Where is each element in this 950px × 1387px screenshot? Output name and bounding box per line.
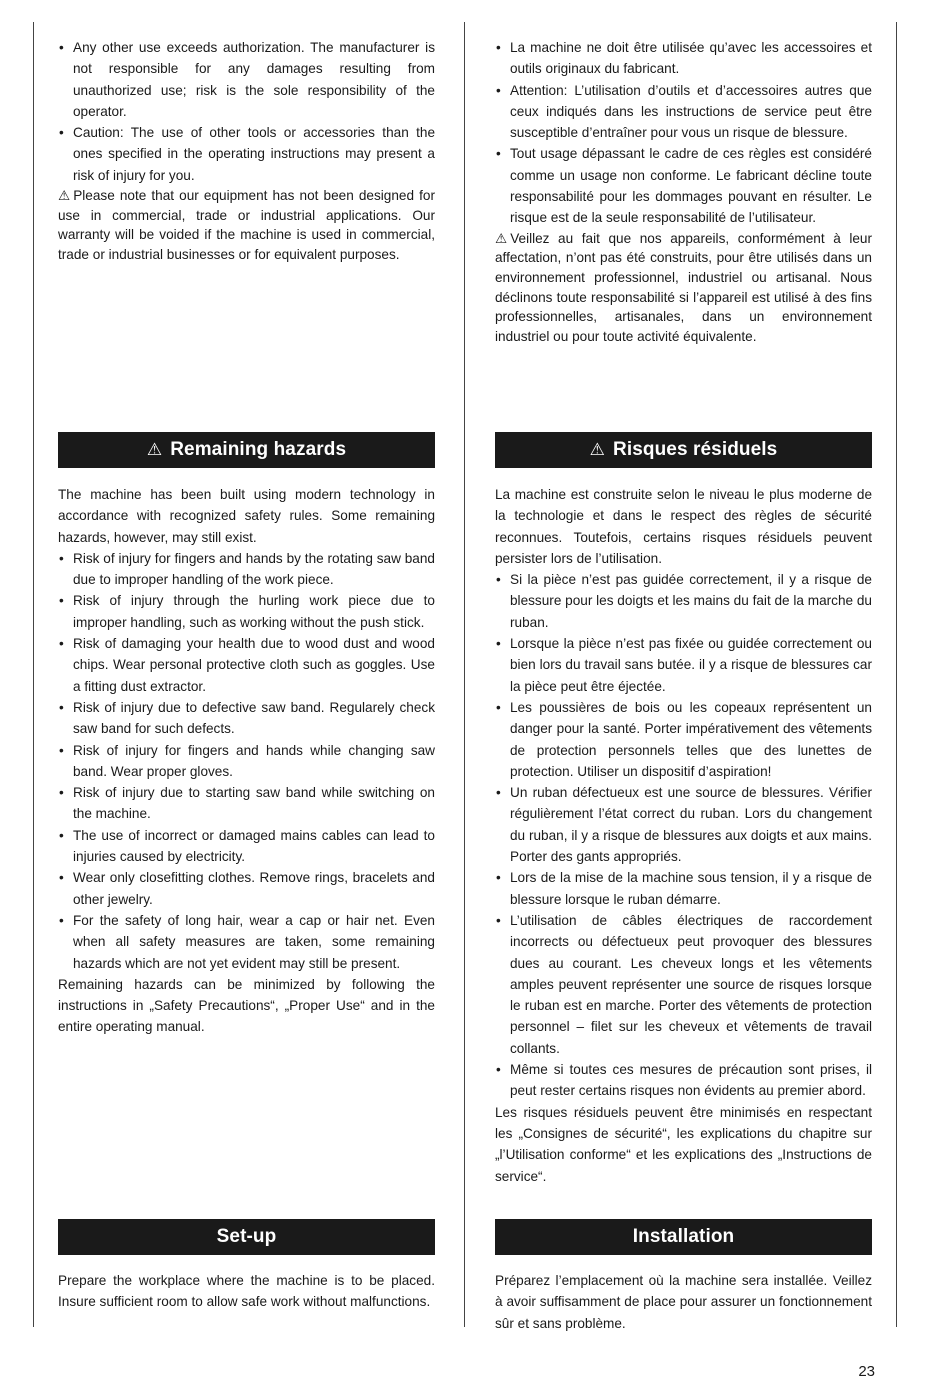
list-item: • The use of incorrect or damaged mains cables can lead to injuries caused by electricity. (58, 825, 435, 868)
list-item: • Any other use exceeds authorization. The manufacturer is not responsible for any damages resulting from unauthorized use; risk is the sole responsibility of the operator. (58, 37, 435, 122)
left-setup-heading (58, 1219, 435, 1255)
list-item: • Risk of injury through the hurling work piece due to improper handling, such as working without the push stick. (58, 590, 435, 633)
right-setup-heading (495, 1219, 872, 1255)
list-item: • Risk of injury due to starting saw band while switching on the machine. (58, 782, 435, 825)
right-margin-rule (896, 22, 897, 1327)
left-setup-text: Prepare the workplace where the machine is to be placed. Insure sufficient room to allow safe work without malfunctions. (58, 1273, 435, 1310)
right-hazards-heading (495, 432, 872, 468)
right-setup-block (495, 1270, 872, 1334)
left-hazards-heading (58, 432, 435, 468)
list-item: • La machine ne doit être utilisée qu’avec les accessoires et outils originaux du fabricant. (495, 37, 872, 80)
left-margin-rule (33, 22, 34, 1327)
list-item: • Risk of injury for fingers and hands by the rotating saw band due to improper handling of the work piece. (58, 548, 435, 591)
left-hazards-intro: The machine has been built using modern technology in accordance with recognized safety rules. Some remaining hazards, however, may still exist. (58, 487, 435, 545)
list-item: • L’utilisation de câbles électriques de raccordement incorrects ou défectueux peut provoquer des blessures dues au courant. Les cheveux longs et les vêtements amples peuvent représenter une source de risques lorsque le ruban est en marche. Porter des vêtements de protection personnel – filet sur les cheveux et vêtements de travail collants. (495, 910, 872, 1059)
left-hazards-title: Remaining hazards (170, 439, 347, 461)
warning-triangle-icon: ⚠ (495, 230, 508, 246)
list-item: • Un ruban défectueux est une source de blessures. Vérifier régulièrement l’état correct du ruban. Lors du changement du ruban, il y a risque de blessures aux doigts et aux mains. Porter des gants appropriés. (495, 782, 872, 867)
left-warning-text: Please note that our equipment has not been designed for use in commercial, trade or industrial applications. Our warranty will be voided if the machine is used in commercial, trade or industrial businesses or for equivalent purposes. (58, 188, 435, 263)
warning-triangle-icon: ⚠ (58, 188, 71, 204)
right-intro-list (495, 37, 872, 229)
list-item: • Wear only closefitting clothes. Remove rings, bracelets and other jewelry. (58, 867, 435, 910)
list-item: • Lorsque la pièce n’est pas fixée ou guidée correctement ou bien lors du travail sans butée. il y a risque de blessures car la pièce peut être éjectée. (495, 633, 872, 697)
right-setup-text: Préparez l’emplacement où la machine sera installée. Veillez à avoir suffisamment de place pour assurer un fonctionnement sûr et sans problème. (495, 1273, 872, 1331)
list-item: • Si la pièce n’est pas guidée correctement, il y a risque de blessure pour les doigts et les mains du fait de la marche du ruban. (495, 569, 872, 633)
left-intro-list (58, 37, 435, 186)
left-intro-block (58, 37, 435, 265)
list-item: • Caution: The use of other tools or accessories than the ones specified in the operating instructions may present a risk of injury for you. (58, 122, 435, 186)
center-divider-rule (464, 22, 465, 1327)
list-item: • Les poussières de bois ou les copeaux représentent un danger pour la santé. Porter impérativement des vêtements de protection personnels telles que des lunettes de protection. Utiliser un dispositif d’aspiration! (495, 697, 872, 782)
right-intro-block (495, 37, 872, 347)
list-item: • For the safety of long hair, wear a cap or hair net. Even when all safety measures are taken, some remaining hazards which are not yet evident may still be present. (58, 910, 435, 974)
right-warning-text: Veillez au fait que nos appareils, conformément à leur affectation, n’ont pas été construits, pour être utilisés dans un environnement professionnel, industriel ou artisanal. Nous déclinons toute responsabilité si l’appareil est utilisé à des fins professionnelles, artisanales, dans un environnement industriel ou pour toute activité équivalente. (495, 230, 872, 345)
left-hazards-block (58, 484, 435, 1038)
right-warning-note (495, 229, 872, 347)
left-warning-note (58, 186, 435, 265)
right-hazards-outro: Les risques résiduels peuvent être minimisés en respectant les „Consignes de sécurité“, les explications du chapitre sur „l’Utilisation conforme“ et les explications des „Instructions de service“. (495, 1104, 872, 1184)
list-item: • Tout usage dépassant le cadre de ces règles est considéré comme un usage non conforme. Le fabricant décline toute responsabilité pour les dommages pouvant en résulter. Le risque est de la seule responsabilité de l’utilisateur. (495, 143, 872, 228)
right-hazards-list (495, 569, 872, 1101)
list-item: • Lors de la mise de la machine sous tension, il y a risque de blessure lorsque le ruban démarre. (495, 867, 872, 910)
list-item: • Attention: L’utilisation d’outils et d’accessoires autres que ceux indiqués dans les instructions de service peut être susceptible d’entraîner pour vous un risque de blessure. (495, 80, 872, 144)
list-item: • Même si toutes ces mesures de précaution sont prises, il peut rester certains risques non évidents au premier abord. (495, 1059, 872, 1102)
left-hazards-list (58, 548, 435, 974)
right-setup-title: Installation (632, 1226, 735, 1248)
list-item: • Risk of injury due to defective saw band. Regularely check saw band for such defects. (58, 697, 435, 740)
left-setup-title: Set-up (216, 1226, 277, 1248)
list-item: • Risk of damaging your health due to wood dust and wood chips. Wear personal protective cloth such as goggles. Use a fitting dust extractor. (58, 633, 435, 697)
right-hazards-title: Risques résiduels (613, 439, 778, 461)
warning-triangle-icon: ⚠ (589, 440, 605, 460)
page-number: 23 (858, 1363, 875, 1380)
right-hazards-block (495, 484, 872, 1187)
left-hazards-outro: Remaining hazards can be minimized by following the instructions in „Safety Precautions“, „Proper Use“ and in the entire operating manual. (58, 976, 435, 1035)
list-item: • Risk of injury for fingers and hands while changing saw band. Wear proper gloves. (58, 740, 435, 783)
warning-triangle-icon: ⚠ (146, 440, 163, 460)
left-setup-block (58, 1270, 435, 1313)
right-hazards-intro: La machine est construite selon le niveau le plus moderne de la technologie et dans le respect des règles de sécurité reconnues. Toutefois, certains risques résiduels peuvent persister lors de l’utilisation. (495, 487, 872, 566)
